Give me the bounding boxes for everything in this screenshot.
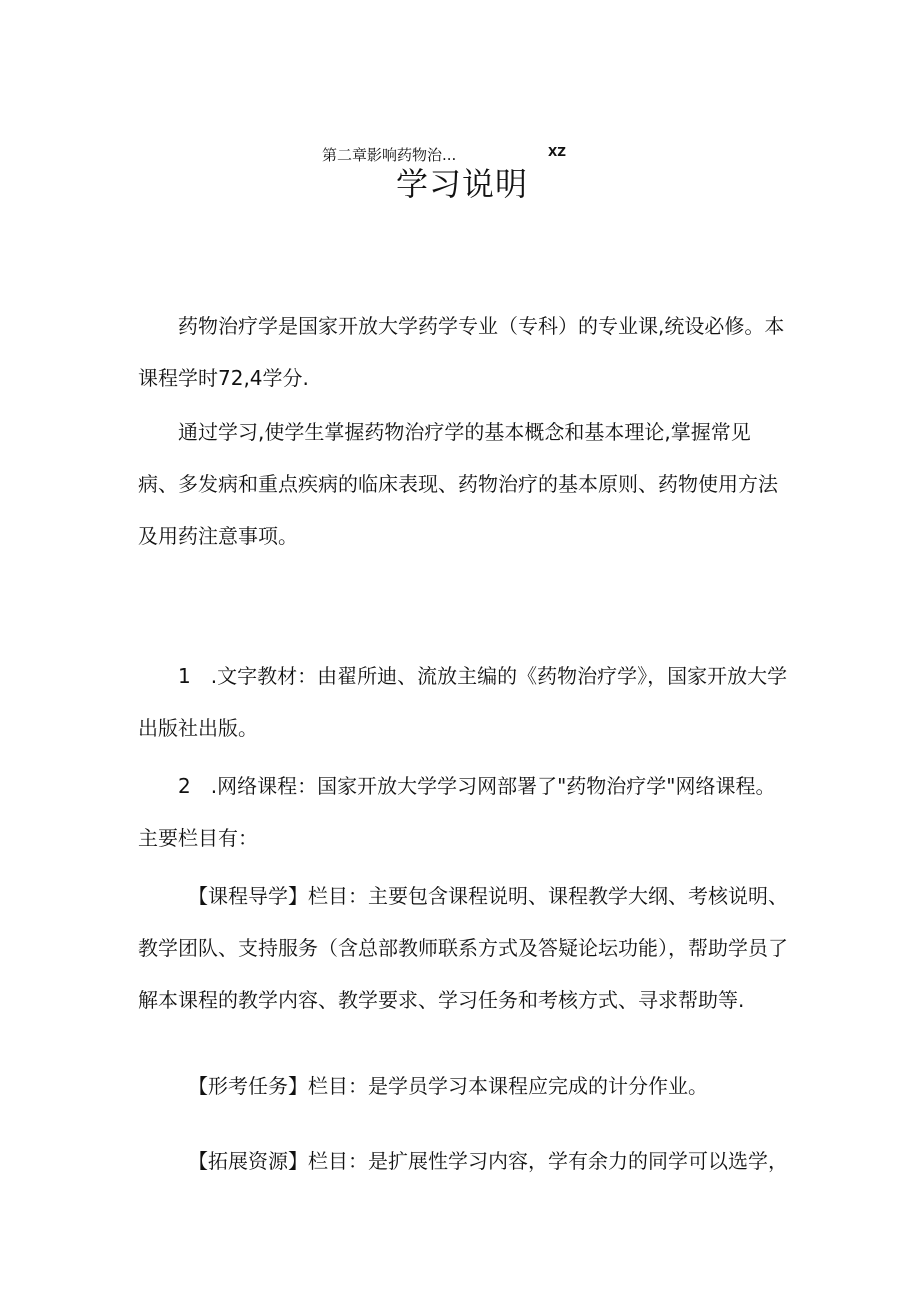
paragraph-learning-goals: 通过学习,使学生掌握药物治疗学的基本概念和基本理论,掌握常见病、多发病和重点疾病的临床表现、药物治疗的基本原则、药物使用方法及用药注意事项。: [138, 420, 778, 548]
paragraph-course-guide-column: 【课程导学】栏目：主要包含课程说明、课程教学大纲、考核说明、教学团队、支持服务（含总部教师联系方式及答疑论坛功能），帮助学员了解本课程的教学内容、教学要求、学习任务和考核方式、寻求帮助等.: [138, 884, 788, 1012]
paragraph-extended-resources-column: 【拓展资源】栏目：是扩展性学习内容，学有余力的同学可以选学，: [138, 1149, 788, 1173]
paragraph-course-intro: 药物治疗学是国家开放大学药学专业（专科）的专业课,统设必修。本课程学时72,4学分.: [138, 314, 785, 390]
paragraph-textbook: 1 .文字教材：由翟所迪、流放主编的《药物治疗学》，国家开放大学出版社出版。: [138, 664, 788, 740]
running-header: 第二章影响药物治...: [322, 146, 457, 164]
header-mark: XZ: [548, 145, 566, 159]
page-title: 学习说明: [396, 165, 529, 203]
paragraph-assessment-column: 【形考任务】栏目：是学员学习本课程应完成的计分作业。: [138, 1074, 708, 1098]
paragraph-online-course: 2 .网络课程：国家开放大学学习网部署了"药物治疗学"网络课程。主要栏目有：: [138, 774, 776, 850]
